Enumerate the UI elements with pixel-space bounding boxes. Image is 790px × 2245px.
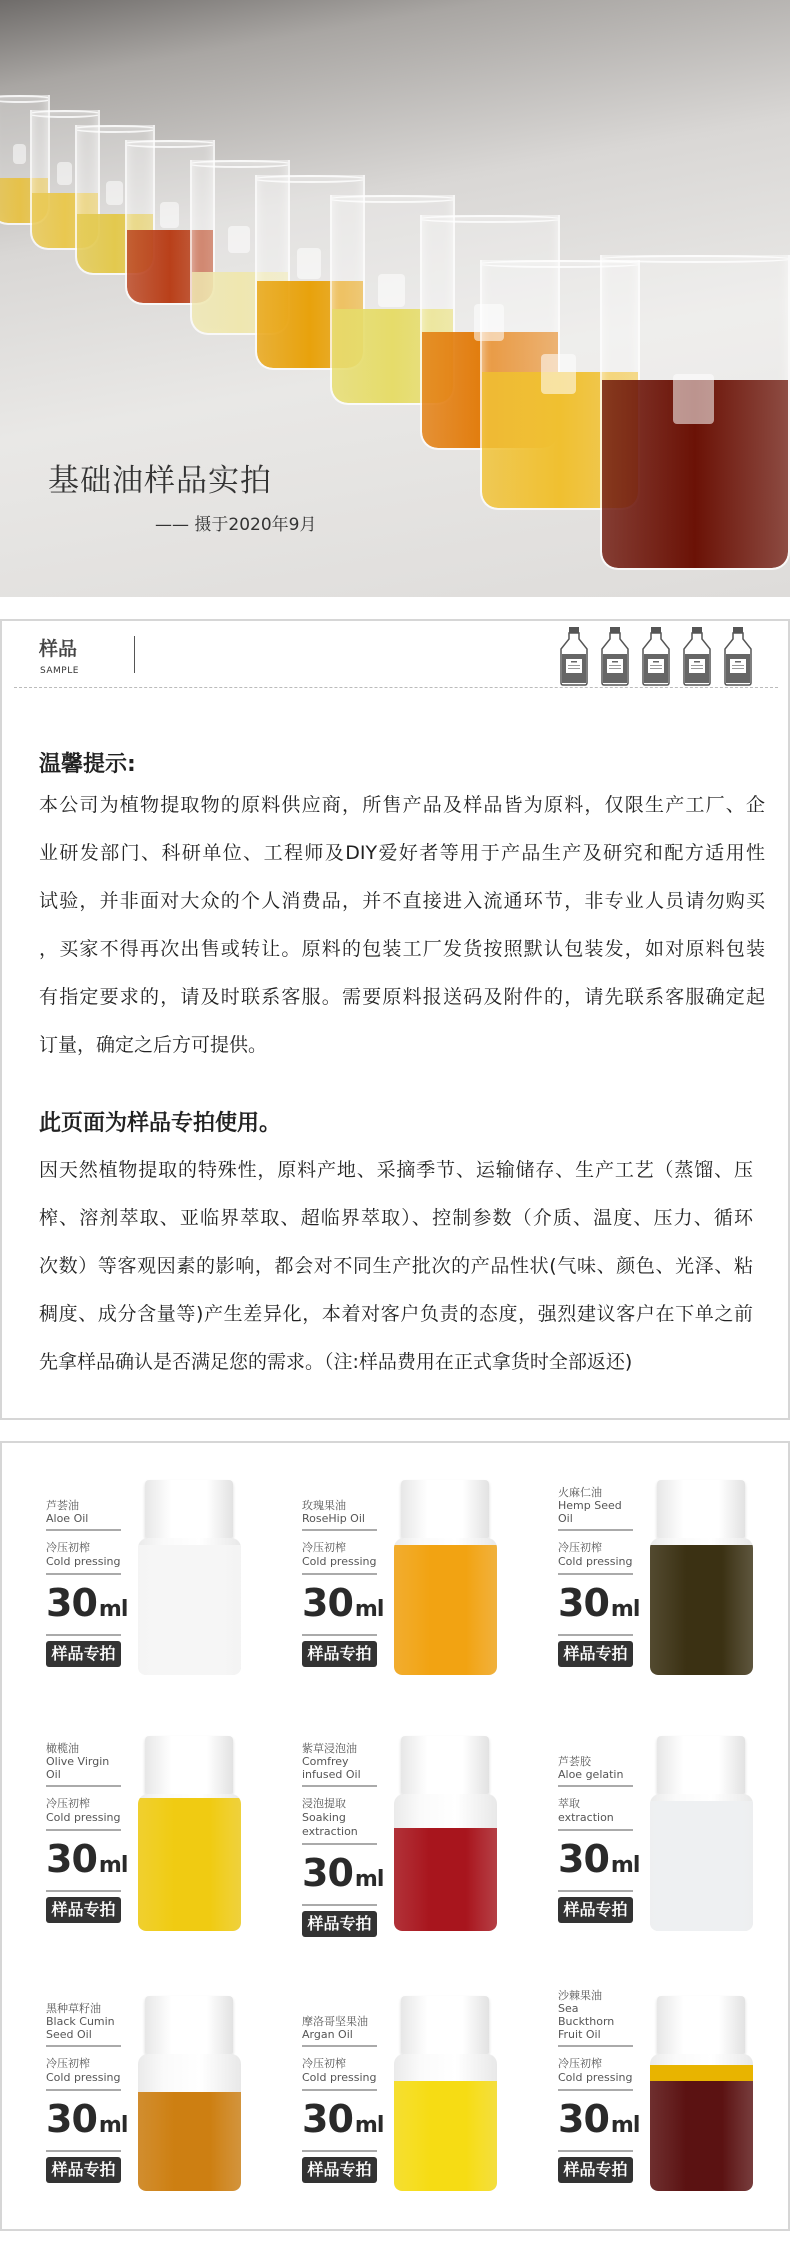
process-cn: 冷压初榨 bbox=[558, 2057, 602, 2070]
divider bbox=[134, 636, 135, 673]
liquid-fill bbox=[650, 2081, 753, 2191]
process-cn: 冷压初榨 bbox=[558, 1541, 602, 1554]
divider bbox=[302, 2150, 377, 2152]
liquid-fill bbox=[394, 1828, 497, 1931]
bottle-cap bbox=[401, 1996, 489, 2054]
product-name-cn: 玫瑰果油 bbox=[302, 1499, 346, 1512]
bottle-icon bbox=[598, 626, 632, 686]
bottle-icon bbox=[639, 626, 673, 686]
product-card bbox=[4, 1959, 260, 2214]
divider bbox=[302, 1529, 377, 1531]
bottle-icon bbox=[721, 626, 755, 686]
bottle-body bbox=[138, 2054, 241, 2191]
bottle-icon bbox=[680, 626, 714, 686]
sample-badge: 样品专拍 bbox=[558, 1897, 633, 1923]
notice-paragraph bbox=[39, 781, 765, 1069]
sample-bottle bbox=[394, 1736, 497, 1931]
process-cn: 冷压初榨 bbox=[46, 2057, 90, 2070]
sample-bottle bbox=[650, 1480, 753, 1675]
divider bbox=[46, 1634, 121, 1636]
sample-badge: 样品专拍 bbox=[46, 1897, 121, 1923]
product-name-en: Black Cumin Seed Oil bbox=[46, 2015, 115, 2041]
divider bbox=[302, 1904, 377, 1906]
sample-use-heading: 此页面为样品专拍使用。 bbox=[39, 1111, 282, 1136]
divider bbox=[558, 1634, 633, 1636]
bottle-body bbox=[394, 2054, 497, 2191]
product-name-en: Sea Buckthorn Fruit Oil bbox=[558, 2002, 615, 2041]
product-name-cn: 火麻仁油 bbox=[558, 1486, 602, 1499]
process-en: Cold pressing bbox=[46, 1811, 121, 1824]
product-card bbox=[260, 1443, 516, 1698]
paragraph-line: 订量，确定之后方可提供。 bbox=[39, 1034, 268, 1056]
product-name-cn: 紫草浸泡油 bbox=[302, 1742, 357, 1755]
product-name-cn: 橄榄油 bbox=[46, 1742, 79, 1755]
liquid-fill bbox=[650, 1545, 753, 1675]
paragraph-line: 因天然植物提取的特殊性，原料产地、采摘季节、运输储存、生产工艺（蒸馏、压 bbox=[39, 1159, 753, 1181]
liquid-fill bbox=[394, 1545, 497, 1675]
volume: 30ml bbox=[558, 1837, 640, 1881]
process-en: Cold pressing bbox=[302, 2071, 377, 2084]
divider bbox=[302, 1843, 377, 1845]
sample-use-paragraph bbox=[39, 1146, 753, 1386]
paragraph-line: 稠度、成分含量等)产生差异化，本着对客户负责的态度，强烈建议客户在下单之前 bbox=[39, 1303, 753, 1325]
volume: 30ml bbox=[302, 1851, 384, 1895]
sample-bottle bbox=[394, 1480, 497, 1675]
product-card bbox=[516, 1699, 772, 1954]
divider bbox=[46, 1890, 121, 1892]
process-cn: 冷压初榨 bbox=[302, 2057, 346, 2070]
product-card bbox=[4, 1443, 260, 1698]
paragraph-line: 次数）等客观因素的影响，都会对不同生产批次的产品性状(气味、颜色、光泽、粘 bbox=[39, 1255, 753, 1277]
bottle-body bbox=[650, 1794, 753, 1931]
volume: 30ml bbox=[302, 1581, 384, 1625]
divider bbox=[558, 1829, 633, 1831]
bottle-cap bbox=[145, 1736, 233, 1794]
sample-bottle bbox=[394, 1996, 497, 2191]
bottle-body bbox=[650, 1538, 753, 1675]
volume: 30ml bbox=[46, 2097, 128, 2141]
process-en: Cold pressing bbox=[46, 1555, 121, 1568]
sample-bottle bbox=[138, 1480, 241, 1675]
bottle-cap bbox=[145, 1480, 233, 1538]
divider bbox=[302, 2045, 377, 2047]
product-name-cn: 芦荟油 bbox=[46, 1499, 79, 1512]
product-name-en: Hemp Seed Oil bbox=[558, 1499, 622, 1525]
bottle-body bbox=[394, 1538, 497, 1675]
volume: 30ml bbox=[46, 1581, 128, 1625]
paragraph-line: 先拿样品确认是否满足您的需求。（注:样品费用在正式拿货时全部返还) bbox=[39, 1351, 633, 1373]
divider bbox=[558, 1785, 633, 1787]
volume: 30ml bbox=[46, 1837, 128, 1881]
divider bbox=[558, 1529, 633, 1531]
section-title: 样品 bbox=[39, 638, 78, 660]
sample-bottle bbox=[138, 1736, 241, 1931]
notice-heading: 温馨提示: bbox=[39, 752, 136, 777]
product-name-cn: 黑种草籽油 bbox=[46, 2002, 101, 2015]
notice-section bbox=[0, 619, 790, 1420]
product-name-en: Argan Oil bbox=[302, 2028, 353, 2041]
bottle-icon bbox=[557, 626, 591, 686]
section-subtitle: SAMPLE bbox=[40, 666, 79, 676]
bottle-icons bbox=[557, 626, 755, 686]
volume: 30ml bbox=[558, 1581, 640, 1625]
bottle-cap bbox=[401, 1480, 489, 1538]
product-name-en: Aloe gelatin bbox=[558, 1768, 624, 1781]
divider bbox=[46, 1529, 121, 1531]
process-en: Soaking extraction bbox=[302, 1811, 358, 1838]
product-card bbox=[4, 1699, 260, 1954]
process-en: Cold pressing bbox=[46, 2071, 121, 2084]
bottle-body bbox=[394, 1794, 497, 1931]
bottle-body bbox=[138, 1538, 241, 1675]
hero-title: 基础油样品实拍 bbox=[48, 463, 272, 499]
process-en: Cold pressing bbox=[558, 2071, 633, 2084]
divider bbox=[46, 1785, 121, 1787]
bottle-cap bbox=[657, 1480, 745, 1538]
divider bbox=[46, 1573, 121, 1575]
product-name-en: Comfrey infused Oil bbox=[302, 1755, 361, 1781]
product-name-en: Olive Virgin Oil bbox=[46, 1755, 110, 1781]
product-card bbox=[516, 1443, 772, 1698]
divider bbox=[46, 2045, 121, 2047]
hero-banner bbox=[0, 0, 790, 597]
sample-badge: 样品专拍 bbox=[558, 1641, 633, 1667]
product-name-cn: 摩洛哥坚果油 bbox=[302, 2015, 368, 2028]
paragraph-line: 有指定要求的，请及时联系客服。需要原料报送码及附件的，请先联系客服确定起 bbox=[39, 986, 765, 1008]
sample-badge: 样品专拍 bbox=[302, 1641, 377, 1667]
divider bbox=[302, 2089, 377, 2091]
process-cn: 冷压初榨 bbox=[46, 1797, 90, 1810]
product-card bbox=[260, 1699, 516, 1954]
bottle-body bbox=[650, 2054, 753, 2191]
paragraph-line: 榨、溶剂萃取、亚临界萃取、超临界萃取）、控制参数（介质、温度、压力、循环 bbox=[39, 1207, 753, 1229]
product-grid bbox=[0, 1441, 790, 2231]
divider bbox=[46, 1829, 121, 1831]
process-cn: 萃取 bbox=[558, 1797, 580, 1810]
sample-badge: 样品专拍 bbox=[302, 1911, 377, 1937]
paragraph-line: 业研发部门、科研单位、工程师及DIY爱好者等用于产品生产及研究和配方适用性 bbox=[39, 842, 765, 864]
paragraph-line: ，买家不得再次出售或转让。原料的包装工厂发货按照默认包装发，如对原料包装 bbox=[39, 938, 765, 960]
divider bbox=[46, 2150, 121, 2152]
bottle-cap bbox=[657, 1736, 745, 1794]
divider bbox=[302, 1573, 377, 1575]
paragraph-line: 本公司为植物提取物的原料供应商，所售产品及样品皆为原料，仅限生产工厂、企 bbox=[39, 794, 765, 816]
product-name-en: Aloe Oil bbox=[46, 1512, 89, 1525]
sample-badge: 样品专拍 bbox=[302, 2157, 377, 2183]
divider bbox=[558, 1573, 633, 1575]
process-cn: 浸泡提取 bbox=[302, 1797, 346, 1810]
product-name-cn: 芦荟胶 bbox=[558, 1755, 591, 1768]
sample-badge: 样品专拍 bbox=[46, 2157, 121, 2183]
liquid-fill bbox=[138, 2092, 241, 2191]
bottle-cap bbox=[145, 1996, 233, 2054]
product-name-en: RoseHip Oil bbox=[302, 1512, 365, 1525]
sample-bottle bbox=[138, 1996, 241, 2191]
paragraph-line: 试验，并非面对大众的个人消费品，并不直接进入流通环节，非专业人员请勿购买 bbox=[39, 890, 765, 912]
process-cn: 冷压初榨 bbox=[302, 1541, 346, 1554]
beaker bbox=[600, 255, 790, 570]
hero-subtitle: —— 摄于2020年9月 bbox=[155, 515, 317, 535]
liquid-fill bbox=[138, 1545, 241, 1675]
divider bbox=[558, 2045, 633, 2047]
process-en: Cold pressing bbox=[558, 1555, 633, 1568]
bottle-cap bbox=[401, 1736, 489, 1794]
sample-badge: 样品专拍 bbox=[46, 1641, 121, 1667]
sample-bottle bbox=[650, 1736, 753, 1931]
liquid-fill bbox=[650, 1801, 753, 1931]
liquid-fill bbox=[138, 1798, 241, 1931]
bottle-cap bbox=[657, 1996, 745, 2054]
product-name-cn: 沙棘果油 bbox=[558, 1989, 602, 2002]
divider bbox=[46, 2089, 121, 2091]
sample-bottle bbox=[650, 1996, 753, 2191]
divider bbox=[302, 1634, 377, 1636]
volume: 30ml bbox=[302, 2097, 384, 2141]
divider bbox=[558, 2089, 633, 2091]
divider bbox=[302, 1785, 377, 1787]
product-card bbox=[260, 1959, 516, 2214]
divider bbox=[558, 2150, 633, 2152]
dashed-divider bbox=[14, 687, 778, 688]
liquid-fill bbox=[394, 2081, 497, 2191]
volume: 30ml bbox=[558, 2097, 640, 2141]
process-en: Cold pressing bbox=[302, 1555, 377, 1568]
process-cn: 冷压初榨 bbox=[46, 1541, 90, 1554]
sample-badge: 样品专拍 bbox=[558, 2157, 633, 2183]
process-en: extraction bbox=[558, 1811, 614, 1824]
bottle-body bbox=[138, 1794, 241, 1931]
product-card bbox=[516, 1959, 772, 2214]
divider bbox=[558, 1890, 633, 1892]
